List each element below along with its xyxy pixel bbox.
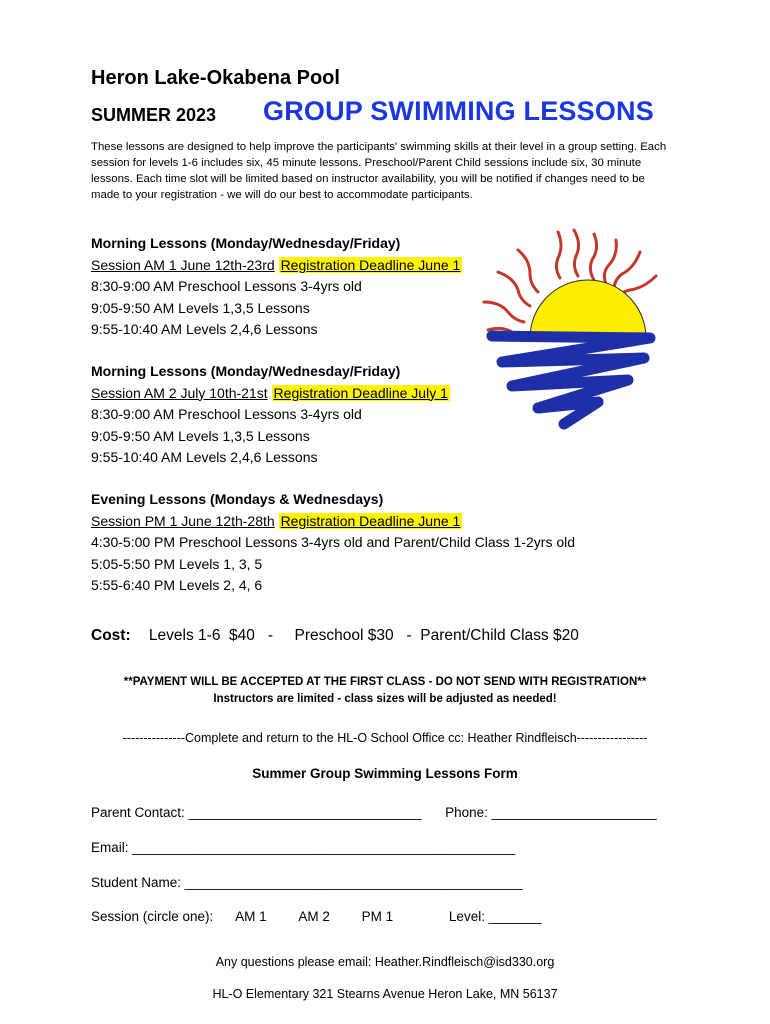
session-heading: Morning Lessons (Monday/Wednesday/Friday) (91, 363, 401, 379)
cost-details: Levels 1-6 $40 - Preschool $30 - Parent/Child Class $20 (148, 627, 579, 644)
questions-contact: Any questions please email: Heather.Rindfleisch@isd330.org (215, 955, 555, 969)
intro-paragraph: These lessons are designed to help improve the participants' swimming skills at their level in a group setting. Each session for levels 1-6 includes six, 45 minute lessons. Preschool/Parent Child sessions include six, 30 minute lessons. Each time slot will be limited based on instructor availability, you will be notified if changes need to be made to your registration - we will do our best to accommodate participants. (91, 141, 667, 201)
session-option-pm1[interactable]: PM 1 (361, 909, 394, 924)
registration-deadline: Registration Deadline July 1 (273, 384, 448, 401)
session-heading: Morning Lessons (Monday/Wednesday/Friday) (91, 235, 401, 251)
time-slot: 9:05-9:50 AM Levels 1,3,5 Lessons (91, 299, 310, 316)
session-block-am2 (91, 361, 450, 469)
time-slot: 8:30-9:00 AM Preschool Lessons 3-4yrs old (91, 406, 362, 422)
school-address: HL-O Elementary 321 Stearns Avenue Heron Lake, MN 56137 (212, 987, 558, 1001)
email-field[interactable]: Email: ___________________________________________________ (91, 840, 516, 855)
page-title: GROUP SWIMMING LESSONS (263, 96, 654, 126)
time-slot: 9:05-9:50 AM Levels 1,3,5 Lessons (91, 427, 310, 444)
parent-contact-field[interactable]: Parent Contact: _______________________________ (91, 805, 422, 820)
registration-deadline: Registration Deadline June 1 (280, 256, 461, 273)
time-slot: 8:30-9:00 AM Preschool Lessons 3-4yrs old (91, 278, 362, 294)
season-label: SUMMER 2023 (91, 105, 217, 125)
payment-notice: **PAYMENT WILL BE ACCEPTED AT THE FIRST CLASS - DO NOT SEND WITH REGISTRATION** (123, 676, 647, 688)
student-name-field[interactable]: Student Name: _____________________________________________ (91, 875, 523, 890)
session-dates: Session AM 1 June 12th-23rd (91, 256, 275, 273)
session-block-am1 (91, 233, 462, 341)
parent-contact-row (91, 805, 657, 820)
phone-field[interactable]: Phone: ______________________ (445, 805, 657, 820)
session-label: Session (circle one): (91, 909, 214, 924)
time-slot: 4:30-5:00 PM Preschool Lessons 3-4yrs old and Parent/Child Class 1-2yrs old (91, 534, 576, 550)
sun-water-logo (478, 226, 668, 432)
session-dates: Session AM 2 July 10th-21st (91, 384, 268, 401)
session-row (91, 909, 541, 924)
form-title: Summer Group Swimming Lessons Form (252, 766, 518, 781)
level-field[interactable]: Level: _______ (448, 909, 542, 924)
instructors-notice: Instructors are limited - class sizes will be adjusted as needed! (213, 693, 557, 705)
session-block-pm1 (91, 489, 575, 597)
time-slot: 5:55-6:40 PM Levels 2, 4, 6 (91, 577, 263, 593)
time-slot: 5:05-5:50 PM Levels 1, 3, 5 (91, 555, 263, 572)
water-waves (492, 336, 650, 424)
sun-disc (530, 280, 646, 338)
time-slot: 9:55-10:40 AM Levels 2,4,6 Lessons (91, 321, 318, 337)
time-slot: 9:55-10:40 AM Levels 2,4,6 Lessons (91, 449, 318, 465)
return-instructions: ---------------Complete and return to the HL-O School Office cc: Heather Rindfleisch----------------- (122, 731, 648, 745)
registration-deadline: Registration Deadline June 1 (280, 512, 461, 529)
pool-name: Heron Lake-Okabena Pool (91, 67, 340, 89)
cost-row (91, 627, 579, 645)
session-heading: Evening Lessons (Mondays & Wednesdays) (91, 491, 384, 507)
session-dates: Session PM 1 June 12th-28th (91, 512, 275, 529)
cost-label: Cost: (91, 627, 131, 644)
session-option-am1[interactable]: AM 1 (235, 909, 267, 924)
session-option-am2[interactable]: AM 2 (298, 909, 330, 924)
